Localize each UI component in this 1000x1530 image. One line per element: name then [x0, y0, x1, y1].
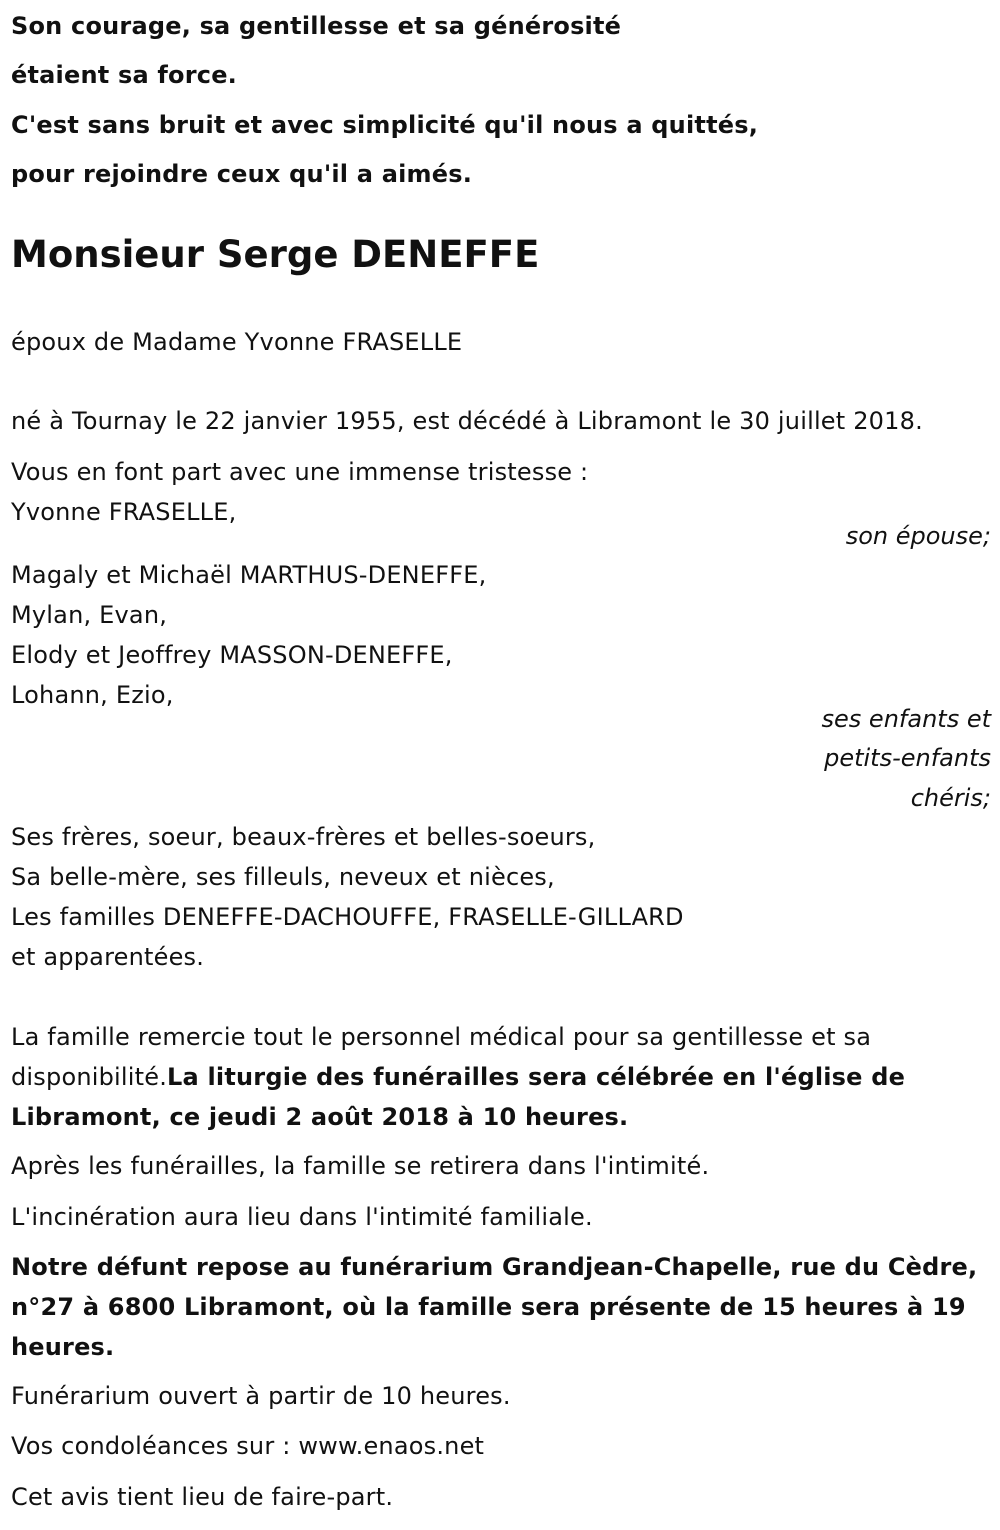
birth-death-line: né à Tournay le 22 janvier 1955, est décédé à Libramont le 30 juillet 2018.	[11, 407, 923, 435]
thanks-line-1: La famille remercie tout le personnel médical pour sa gentillesse et sa	[11, 1023, 872, 1051]
rest-line-1: Notre défunt repose au funérarium Grandjean-Chapelle, rue du Cèdre,	[11, 1253, 978, 1281]
child-line-1: Magaly et Michaël MARTHUS-DENEFFE,	[11, 561, 487, 589]
after-funeral-line: Après les funérailles, la famille se retirera dans l'intimité.	[11, 1152, 710, 1180]
thanks-text: disponibilité.	[11, 1063, 168, 1091]
wife-role: son épouse;	[845, 522, 991, 550]
thanks-line-2	[11, 1062, 905, 1092]
relatives-line-1: Ses frères, soeur, beaux-frères et belles-soeurs,	[11, 823, 596, 851]
liturgy-date-line: Libramont, ce jeudi 2 août 2018 à 10 heures.	[11, 1103, 629, 1131]
deceased-name: Monsieur Serge DENEFFE	[11, 233, 540, 276]
cremation-line: L'incinération aura lieu dans l'intimité familiale.	[11, 1203, 593, 1231]
children-role-1: ses enfants et	[821, 705, 991, 733]
announcement-line: Vous en font part avec une immense tristesse :	[11, 458, 589, 486]
relatives-line-2: Sa belle-mère, ses filleuls, neveux et nièces,	[11, 863, 555, 891]
child-line-3: Elody et Jeoffrey MASSON-DENEFFE,	[11, 641, 453, 669]
closing-line: Cet avis tient lieu de faire-part.	[11, 1483, 394, 1511]
rest-line-3: heures.	[11, 1333, 115, 1361]
children-role-3: chéris;	[910, 784, 991, 812]
intro-line-2: étaient sa force.	[11, 61, 237, 89]
intro-line-4: pour rejoindre ceux qu'il a aimés.	[11, 160, 473, 188]
opening-hours-line: Funérarium ouvert à partir de 10 heures.	[11, 1382, 511, 1410]
condolences-line: Vos condoléances sur : www.enaos.net	[11, 1432, 485, 1460]
child-line-4: Lohann, Ezio,	[11, 681, 174, 709]
intro-line-1: Son courage, sa gentillesse et sa générosité	[11, 12, 622, 40]
relatives-line-4: et apparentées.	[11, 943, 205, 971]
spouse-line: époux de Madame Yvonne FRASELLE	[11, 328, 463, 356]
wife-name: Yvonne FRASELLE,	[11, 498, 237, 526]
relatives-line-3: Les familles DENEFFE-DACHOUFFE, FRASELLE-GILLARD	[11, 903, 684, 931]
liturgy-text: La liturgie des funérailles sera célébrée en l'église de	[167, 1063, 906, 1091]
rest-line-2: n°27 à 6800 Libramont, où la famille sera présente de 15 heures à 19	[11, 1293, 966, 1321]
intro-line-3: C'est sans bruit et avec simplicité qu'il nous a quittés,	[11, 111, 759, 139]
child-line-2: Mylan, Evan,	[11, 601, 168, 629]
children-role-2: petits-enfants	[824, 744, 991, 772]
